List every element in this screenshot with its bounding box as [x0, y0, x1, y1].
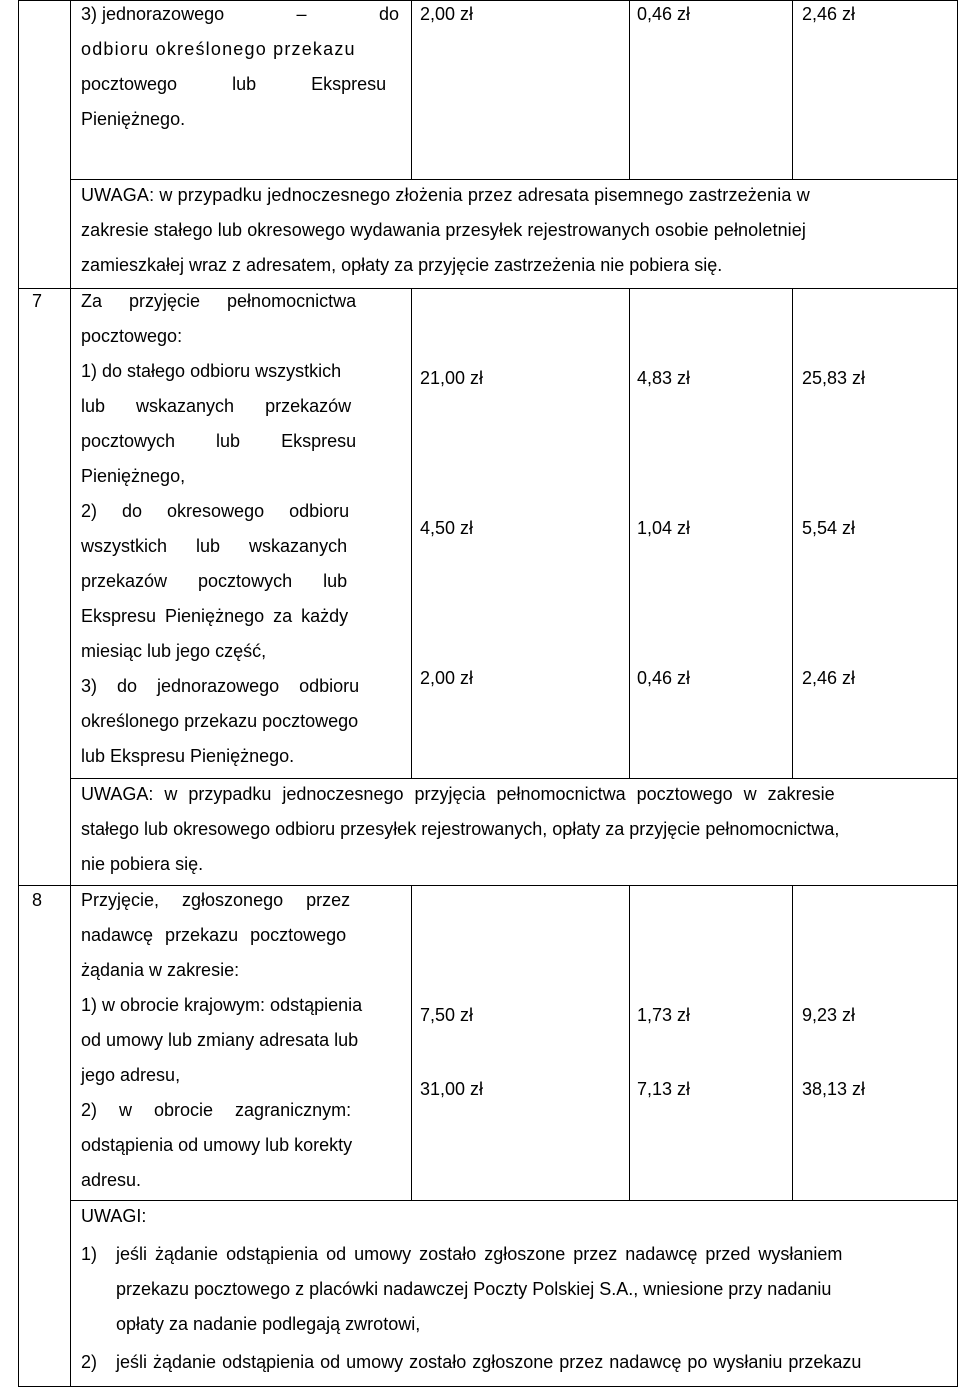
- row8-notes-heading: UWAGI:: [81, 1206, 147, 1226]
- row7-net-price: 4,50 zł: [420, 518, 474, 538]
- row7-note-line: nie pobiera się.: [81, 854, 204, 874]
- row7-desc-line: przekazów pocztowych lub: [81, 571, 348, 591]
- row7-vat: 4,83 zł: [637, 368, 691, 388]
- row7-desc-line: wszystkich lub wskazanych: [81, 536, 348, 556]
- row7-desc-line: 2) do okresowego odbioru: [81, 501, 350, 521]
- row8-note-marker: 1): [81, 1244, 98, 1264]
- row8-note-line: przekazu pocztowego z placówki nadawczej Poczty Polskiej S.A., wniesione przy nadaniu: [116, 1279, 832, 1299]
- row6-desc-dash: –: [296, 4, 307, 24]
- table-border-right: [957, 0, 958, 1387]
- row7-note-line: UWAGA: w przypadku jednoczesnego przyjęcia pełnomocnictwa pocztowego w zakresie: [81, 784, 835, 804]
- row8-note-line: jeśli żądanie odstąpienia od umowy zostało zgłoszone przez nadawcę po wysłaniu przekazu: [116, 1352, 862, 1372]
- row6-desc-word: do: [378, 4, 399, 24]
- row8-desc-line: odstąpienia od umowy lub korekty: [81, 1135, 353, 1155]
- row8-desc-line: jego adresu,: [81, 1065, 181, 1085]
- row8-desc-line: od umowy lub zmiany adresata lub: [81, 1030, 359, 1050]
- row8-gross-price: 9,23 zł: [802, 1005, 856, 1025]
- col-divider-desc: [411, 288, 412, 778]
- row7-desc-line: pocztowego:: [81, 326, 183, 346]
- row7-desc-line: określonego przekazu pocztowego: [81, 711, 359, 731]
- number-column-divider: [70, 0, 71, 1387]
- table-border-left: [18, 0, 19, 1387]
- col-divider-net: [629, 288, 630, 778]
- row8-number: 8: [32, 890, 43, 910]
- col-divider-net: [629, 0, 630, 179]
- row7-desc-line: Za przyjęcie pełnomocnictwa: [81, 291, 357, 311]
- row6-net-price: 2,00 zł: [420, 4, 474, 24]
- row7-net-price: 2,00 zł: [420, 668, 474, 688]
- row8-net-price: 31,00 zł: [420, 1079, 484, 1099]
- row6-gross-price: 2,46 zł: [802, 4, 856, 24]
- row7-vat: 1,04 zł: [637, 518, 691, 538]
- col-divider-desc: [411, 0, 412, 179]
- col-divider-vat: [792, 885, 793, 1200]
- row7-gross-price: 2,46 zł: [802, 668, 856, 688]
- row7-desc-line: pocztowych lub Ekspresu: [81, 431, 357, 451]
- row7-desc-line: lub Ekspresu Pieniężnego.: [81, 746, 295, 766]
- row8-desc-line: żądania w zakresie:: [81, 960, 240, 980]
- row6-note-line: zakresie stałego lub okresowego wydawania przesyłek rejestrowanych osobie pełnoletniej: [81, 220, 806, 240]
- row7-gross-price: 5,54 zł: [802, 518, 856, 538]
- row6-note-line: zamieszkałej wraz z adresatem, opłaty za przyjęcie zastrzeżenia nie pobiera się.: [81, 255, 723, 275]
- row8-desc-line: 2) w obrocie zagranicznym:: [81, 1100, 352, 1120]
- row8-note-line: opłaty za nadanie podlegają zwrotowi,: [116, 1314, 421, 1334]
- row6-note-line: UWAGA: w przypadku jednoczesnego złożenia przez adresata pisemnego zastrzeżenia w: [81, 185, 810, 205]
- row7-vat: 0,46 zł: [637, 668, 691, 688]
- row6-desc-line: 3) jednorazowego – do: [81, 0, 399, 32]
- row7-desc-line: 1) do stałego odbioru wszystkich: [81, 361, 342, 381]
- row7-desc-line: lub wskazanych przekazów: [81, 396, 352, 416]
- row8-gross-price: 38,13 zł: [802, 1079, 866, 1099]
- row7-desc-line: 3) do jednorazowego odbioru: [81, 676, 360, 696]
- row6-desc-line: Pieniężnego.: [81, 109, 186, 129]
- row7-desc-line: Pieniężnego,: [81, 466, 186, 486]
- row7-gross-price: 25,83 zł: [802, 368, 866, 388]
- row6-desc-line: odbioru określonego przekazu: [81, 39, 356, 59]
- row8-desc-line: nadawcę przekazu pocztowego: [81, 925, 347, 945]
- row8-note-line: jeśli żądanie odstąpienia od umowy zostało zgłoszone przez nadawcę przed wysłaniem: [116, 1244, 843, 1264]
- col-divider-vat: [792, 288, 793, 778]
- col-divider-desc: [411, 885, 412, 1200]
- row8-net-price: 7,50 zł: [420, 1005, 474, 1025]
- col-divider-net: [629, 885, 630, 1200]
- row7-desc-line: Ekspresu Pieniężnego za każdy: [81, 606, 349, 626]
- row6-vat: 0,46 zł: [637, 4, 691, 24]
- row8-desc-line: 1) w obrocie krajowym: odstąpienia: [81, 995, 363, 1015]
- row8-note-marker: 2): [81, 1352, 98, 1372]
- row8-desc-line: Przyjęcie, zgłoszonego przez: [81, 890, 351, 910]
- row7-number: 7: [32, 291, 43, 311]
- col-divider-vat: [792, 0, 793, 179]
- row7-net-price: 21,00 zł: [420, 368, 484, 388]
- row6-desc-line: pocztowego lub Ekspresu: [81, 74, 387, 94]
- row8-vat: 7,13 zł: [637, 1079, 691, 1099]
- row8-notes-top: [70, 1200, 958, 1201]
- row7-desc-line: miesiąc lub jego część,: [81, 641, 267, 661]
- row7-note-line: stałego lub okresowego odbioru przesyłek rejestrowanych, opłaty za przyjęcie pełnomocnictwa,: [81, 819, 840, 839]
- row8-desc-line: adresu.: [81, 1170, 142, 1190]
- row8-vat: 1,73 zł: [637, 1005, 691, 1025]
